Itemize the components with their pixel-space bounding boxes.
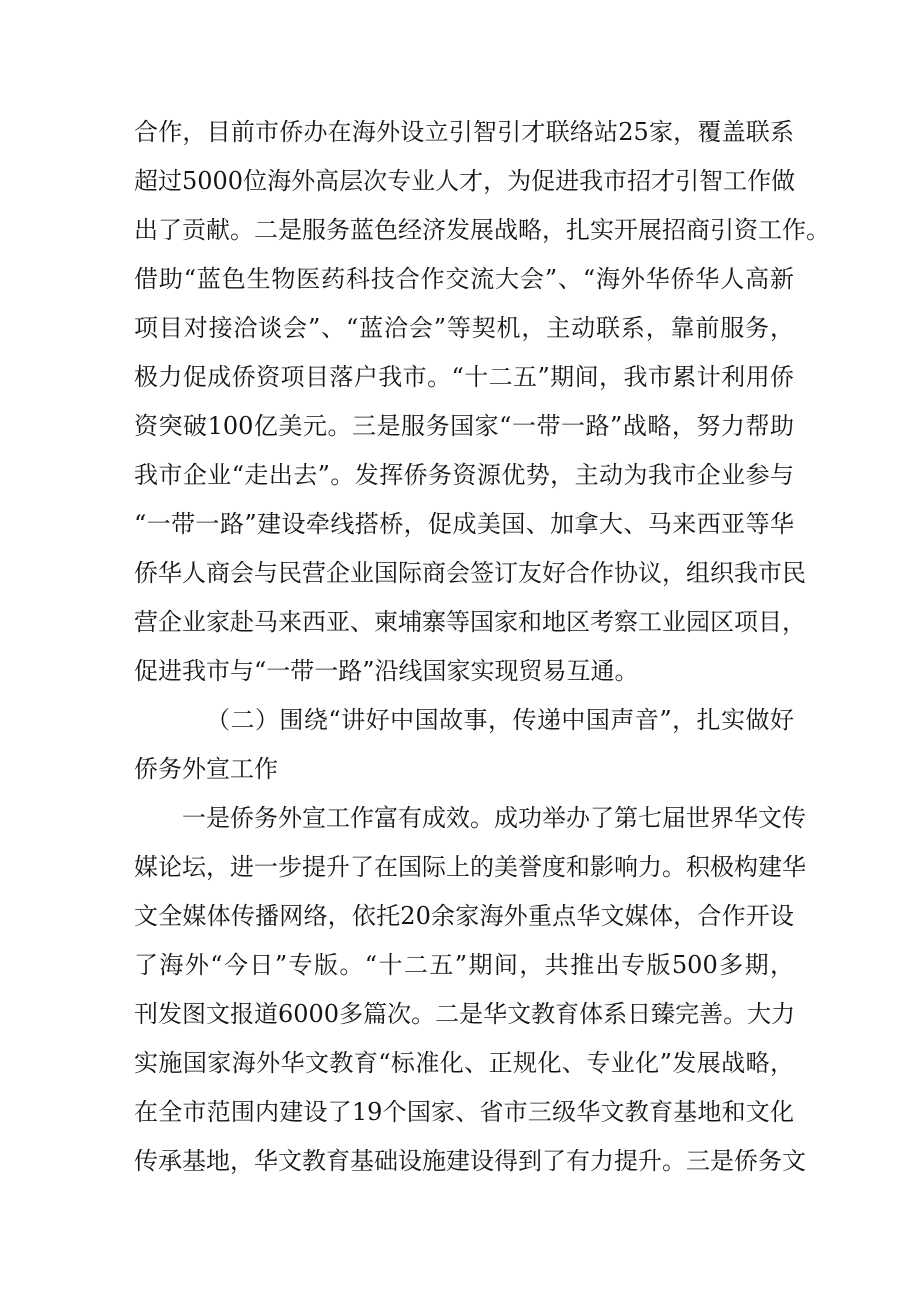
text-line: 超过5000位海外高层次专业人才，为促进我市招才引智工作做 bbox=[134, 167, 796, 195]
text-line: 出了贡献。二是服务蓝色经济发展战略，扎实开展招商引资工作。 bbox=[134, 216, 830, 244]
text-line: 我市企业“走出去”。发挥侨务资源优势，主动为我市企业参与 bbox=[134, 461, 794, 489]
text-line: 在全市范围内建设了19个国家、省市三级华文教育基地和文化 bbox=[134, 1098, 794, 1126]
text-line: 营企业家赴马来西亚、柬埔寨等国家和地区考察工业园区项目， bbox=[134, 608, 806, 636]
text-line: 借助“蓝色生物医药科技合作交流大会”、“海外华侨华人高新 bbox=[134, 265, 794, 293]
section-heading: （二）围绕“讲好中国故事，传递中国声音”，扎实做好 bbox=[206, 706, 794, 734]
paragraph-first-line: 一是侨务外宣工作富有成效。成功举办了第七届世界华文传 bbox=[182, 804, 806, 832]
text-line: 促进我市与“一带一路”沿线国家实现贸易互通。 bbox=[134, 657, 639, 685]
text-line: “一带一路”建设牵线搭桥，促成美国、加拿大、马来西亚等华 bbox=[134, 510, 794, 538]
text-line: 资突破100亿美元。三是服务国家“一带一路”战略，努力帮助 bbox=[134, 412, 794, 440]
text-line: 了海外“今日”专版。“十二五”期间，共推出专版500多期， bbox=[134, 951, 794, 979]
text-line: 合作，目前市侨办在海外设立引智引才联络站25家，覆盖联系 bbox=[134, 118, 794, 146]
text-line: 项目对接洽谈会”、“蓝洽会”等契机，主动联系，靠前服务， bbox=[134, 314, 794, 342]
text-line: 媒论坛，进一步提升了在国际上的美誉度和影响力。积极构建华 bbox=[134, 853, 806, 881]
section-heading-continued: 侨务外宣工作 bbox=[134, 755, 278, 783]
text-line: 极力促成侨资项目落户我市。“十二五”期间，我市累计利用侨 bbox=[134, 363, 794, 391]
text-line: 侨华人商会与民营企业国际商会签订友好合作协议，组织我市民 bbox=[134, 559, 806, 587]
text-line: 传承基地，华文教育基础设施建设得到了有力提升。三是侨务文 bbox=[134, 1147, 806, 1175]
text-line: 刊发图文报道6000多篇次。二是华文教育体系日臻完善。大力 bbox=[134, 1000, 796, 1028]
text-line: 文全媒体传播网络，依托20余家海外重点华文媒体，合作开设 bbox=[134, 902, 794, 930]
text-line: 实施国家海外华文教育“标准化、正规化、专业化”发展战略， bbox=[134, 1049, 794, 1077]
body-text bbox=[134, 108, 830, 1186]
